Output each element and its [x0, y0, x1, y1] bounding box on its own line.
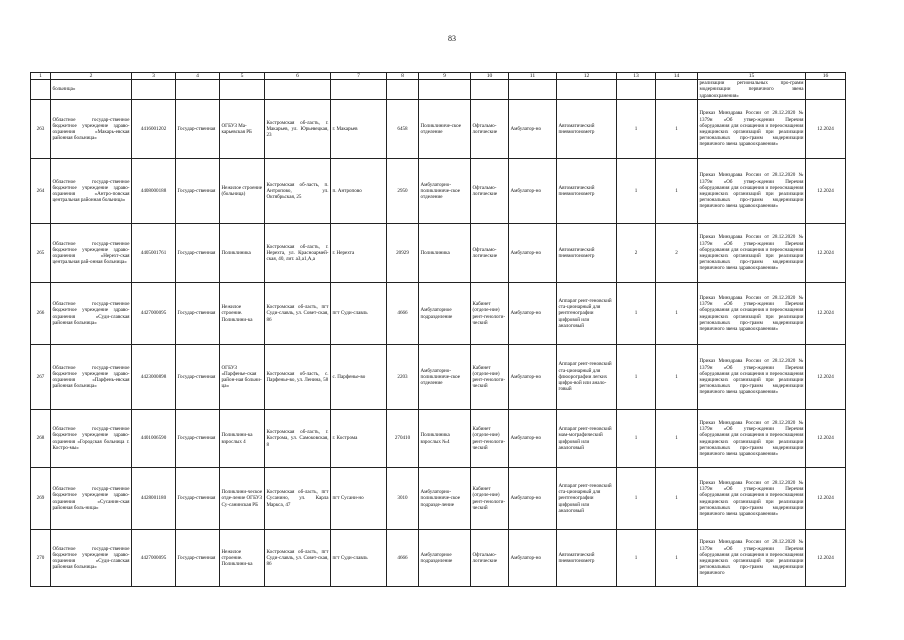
date-cell: 12.2024 [806, 283, 846, 345]
table-row [31, 283, 846, 345]
inn-cell: 4408000188 [132, 159, 176, 224]
address-cell: Костромская об-ласть, г. Нерехта, ул. Красноармей-ская, 40, лит. аЗ,а1,А,а [265, 224, 331, 283]
equipment-cell: Аппарат рент-геновский ста-ционарный для флюорографии легких цифро-вой или анало-говый [557, 345, 617, 410]
cabinet-cell: Кабинет (отделе-ние) рент-генологи-ческий [471, 468, 509, 530]
column-number: 16 [806, 73, 846, 80]
equipment-cell: Аппарат рент-геновский ста-ционарный для рентгенографии цифровой или аналоговый [557, 283, 617, 345]
address-cell: Костромская об-ласть, с. Парфенье-во, ул. Ленина, 58 [265, 345, 331, 410]
unit-cell: Поликлини-ка взрослых 4 [220, 410, 265, 468]
form-cell: Государ-ственная [176, 410, 220, 468]
equipment-table [30, 72, 846, 587]
locality-cell: с. Парфенье-во [331, 345, 387, 410]
q1-cell: 1 [617, 410, 656, 468]
org-cell: Областное государ-ственное бюджетное учреждение здраво-охранения «Макарь-евская районная больница» [51, 100, 132, 159]
equipment-cell: Автоматический пневмотонометр [557, 100, 617, 159]
dept-cell: Поликлиника взрослых №4 [419, 410, 471, 468]
care-cell: Амбулатор-но [509, 100, 557, 159]
table-row [31, 410, 846, 468]
n-cell: 266 [31, 283, 51, 345]
care-cell: Амбулатор-но [509, 224, 557, 283]
basis-cell: реализации региональных про-грамм модернизации первичного звена здравоохранения» [699, 80, 804, 99]
org-cell: Областное государ-ственное бюджетное учреждение здраво-охранения «Парфень-евская районная больница» [51, 345, 132, 410]
empty-cell [656, 80, 698, 100]
date-cell: 12.2024 [806, 468, 846, 530]
q1-cell: 1 [617, 530, 656, 587]
locality-cell: пгт Суди-славль [331, 283, 387, 345]
address-cell: Костромская об-ласть, п. Антропово, ул. Октябрьская, 25 [265, 159, 331, 224]
cabinet-cell: Офтальмо-логические [471, 100, 509, 159]
cabinet-cell: Офтальмо-логические [471, 224, 509, 283]
org-cell: Областное государ-ственное бюджетное учреждение здраво-охранения «Суди-славская районная больница» [51, 283, 132, 345]
q2-cell: 2 [656, 224, 698, 283]
q2-cell: 1 [656, 345, 698, 410]
pop-cell: 270410 [387, 410, 419, 468]
unit-cell: ОГБУЗ Ма-карьевская РБ [220, 100, 265, 159]
q2-cell: 1 [656, 159, 698, 224]
form-cell: Государ-ственная [176, 345, 220, 410]
locality-cell: пгт Суди-славль [331, 530, 387, 587]
unit-cell: Поликлиника [220, 224, 265, 283]
n-cell: 264 [31, 159, 51, 224]
dept-cell: Поликлиника [419, 224, 471, 283]
equipment-cell: Автоматический пневмотонометр [557, 159, 617, 224]
form-cell: Государ-ственная [176, 468, 220, 530]
equipment-cell: Аппарат рент-геновский мам-мографический цифровой или аналоговый [557, 410, 617, 468]
pop-cell: 4666 [387, 283, 419, 345]
table-row [31, 468, 846, 530]
q1-cell: 1 [617, 345, 656, 410]
empty-cell [132, 80, 176, 100]
empty-cell [387, 80, 419, 100]
form-cell: Государ-ственная [176, 159, 220, 224]
org-cell: Областное государ-ственное бюджетное учреждение здраво-охранения «Антро-повская центральная районная больница» [51, 159, 132, 224]
basis-cell: Приказ Минздрава России от 28.12.2020 № 1379н «Об утвер-ждении Перечня оборудования для оснащения и переоснащения медицинских организаций при реализации региональных про-грамм модернизации первичного звена здравоохранения» [698, 159, 806, 224]
org-cell: Областное государ-ственное бюджетное учреждение здраво-охранения «Городская больница г. Костро-мы» [51, 410, 132, 468]
form-cell: Государ-ственная [176, 100, 220, 159]
inn-cell: 4427000095 [132, 283, 176, 345]
form-cell: Государ-ственная [176, 224, 220, 283]
pop-cell: 20929 [387, 224, 419, 283]
org-cell: больница» [51, 80, 132, 100]
address-cell: Костромская об-ласть, г. Макарьев, ул. Юрьевецкая, 23 [265, 100, 331, 159]
unit-cell: Поликлини-ческое отде-ление ОГБУЗ Су-санинская РБ [220, 468, 265, 530]
inn-cell: 4423000898 [132, 345, 176, 410]
date-cell: 12.2024 [806, 530, 846, 587]
inn-cell: 4405001761 [132, 224, 176, 283]
q2-cell: 1 [656, 410, 698, 468]
address-cell: Костромская об-ласть, пгт Суди-славль, ул. Совет-ская, 86 [265, 530, 331, 587]
locality-cell: пгт Сусани-но [331, 468, 387, 530]
table-row [31, 345, 846, 410]
date-cell: 12.2024 [806, 159, 846, 224]
column-number: 12 [557, 73, 617, 80]
table-row [31, 159, 846, 224]
column-number: 8 [387, 73, 419, 80]
column-number: 4 [176, 73, 220, 80]
care-cell: Амбулатор-но [509, 410, 557, 468]
cabinet-cell: Офтальмо-логические [471, 530, 509, 587]
locality-cell: г. Нерехта [331, 224, 387, 283]
unit-cell: Нежилое строение (больница) [220, 159, 265, 224]
care-cell: Амбулатор-но [509, 468, 557, 530]
basis-cell: Приказ Минздрава России от 28.12.2020 № 1379н «Об утвер-ждении Перечня оборудования для оснащения и переоснащения медицинских организаций при реализации региональных про-грамм модернизации первичного звена здравоохранения» [698, 468, 806, 530]
date-cell: 12.2024 [806, 224, 846, 283]
q2-cell: 1 [656, 100, 698, 159]
column-number: 2 [51, 73, 132, 80]
dept-cell: Амбулаторно-поликлиниче-ское отделение [419, 345, 471, 410]
q1-cell: 1 [617, 159, 656, 224]
locality-cell: п. Антропово [331, 159, 387, 224]
date-cell: 12.2024 [806, 410, 846, 468]
form-cell: Государ-ственная [176, 530, 220, 587]
inn-cell: 4427000095 [132, 530, 176, 587]
pop-cell: 4666 [387, 530, 419, 587]
pop-cell: 2203 [387, 345, 419, 410]
n-cell: 270 [31, 530, 51, 587]
q1-cell: 1 [617, 100, 656, 159]
care-cell: Амбулатор-но [509, 283, 557, 345]
inn-cell: 4416001202 [132, 100, 176, 159]
cabinet-cell: Кабинет (отделе-ние) рент-генологи-ческий [471, 283, 509, 345]
empty-cell [419, 80, 471, 100]
column-number: 5 [220, 73, 265, 80]
table-row [31, 530, 846, 587]
n-cell: 267 [31, 345, 51, 410]
cabinet-cell: Кабинет (отделе-ние) рент-генологи-ческий [471, 345, 509, 410]
table-row [31, 224, 846, 283]
n-cell: 265 [31, 224, 51, 283]
date-cell: 12.2024 [806, 100, 846, 159]
empty-cell [806, 80, 846, 100]
column-number: 6 [265, 73, 331, 80]
form-cell: Государ-ственная [176, 283, 220, 345]
column-number: 10 [471, 73, 509, 80]
care-cell: Амбулатор-но [509, 530, 557, 587]
equipment-cell: Автоматический пневмотонометр [557, 224, 617, 283]
basis-cell: Приказ Минздрава России от 28.12.2020 № 1379н «Об утвер-ждении Перечня оборудования для оснащения и переоснащения медицинских организаций при реализации региональных про-грамм модернизации первичного звена здравоохранения» [698, 224, 806, 283]
inn-cell: 4428001180 [132, 468, 176, 530]
column-number: 3 [132, 73, 176, 80]
empty-cell [557, 80, 617, 100]
empty-cell [265, 80, 331, 100]
org-cell: Областное государ-ственное бюджетное учреждение здраво-охранения «Суди-славская районная больница» [51, 530, 132, 587]
equipment-cell: Автоматический пневмотонометр [557, 530, 617, 587]
date-cell: 12.2024 [806, 345, 846, 410]
address-cell: Костромская об-ласть, г. Кострома, ул. Самоковская, 8 [265, 410, 331, 468]
basis-cell: Приказ Минздрава России от 28.12.2020 № 1379н «Об утвер-ждении Перечня оборудования для оснащения и переоснащения медицинских организаций при реализации региональных про-грамм модернизации первичного [698, 530, 806, 587]
dept-cell: Поликлиниче-ское отделение [419, 100, 471, 159]
address-cell: Костромская об-ласть, пгт Сусанино, ул. Карла Маркса, 47 [265, 468, 331, 530]
q2-cell: 1 [656, 283, 698, 345]
locality-cell: г. Макарьев [331, 100, 387, 159]
table-body [31, 73, 846, 587]
unit-cell: ОГБУЗ «Парфенье-ская район-ная больни-ца» [220, 345, 265, 410]
table-row [31, 100, 846, 159]
column-number: 1 [31, 73, 51, 80]
page-number: 83 [448, 34, 456, 43]
address-cell: Костромская об-ласть, пгт Суди-славль, ул. Совет-ская, 86 [265, 283, 331, 345]
empty-cell [220, 80, 265, 100]
cabinet-cell: Офтальмо-логические [471, 159, 509, 224]
basis-cell: Приказ Минздрава России от 28.12.2020 № 1379н «Об утвер-ждении Перечня оборудования для оснащения и переоснащения медицинских организаций при реализации региональных про-грамм модернизации первичного звена здравоохранения» [698, 410, 806, 468]
cabinet-cell: Кабинет (отделе-ние) рент-генологи-ческий [471, 410, 509, 468]
q2-cell: 1 [656, 530, 698, 587]
q1-cell: 1 [617, 283, 656, 345]
column-number: 9 [419, 73, 471, 80]
unit-cell: Нежилое строение. Поликлини-ка [220, 530, 265, 587]
column-number: 13 [617, 73, 656, 80]
basis-cell: Приказ Минздрава России от 28.12.2020 № 1379н «Об утвер-ждении Перечня оборудования для оснащения и переоснащения медицинских организаций при реализации региональных про-грамм модернизации первичного звена здравоохранения» [698, 345, 806, 410]
header-row [31, 73, 846, 80]
column-number: 7 [331, 73, 387, 80]
inn-cell: 4401006590 [132, 410, 176, 468]
empty-cell [617, 80, 656, 100]
q1-cell: 1 [617, 468, 656, 530]
empty-cell [176, 80, 220, 100]
q1-cell: 2 [617, 224, 656, 283]
column-number: 11 [509, 73, 557, 80]
empty-cell [31, 80, 51, 100]
equipment-cell: Аппарат рент-геновский ста-ционарный для рентгенографии цифровой или аналоговый [557, 468, 617, 530]
care-cell: Амбулатор-но [509, 159, 557, 224]
empty-cell [471, 80, 509, 100]
dept-cell: Амбулаторное подразделение [419, 530, 471, 587]
n-cell: 269 [31, 468, 51, 530]
column-number: 14 [656, 73, 698, 80]
empty-cell [331, 80, 387, 100]
dept-cell: Амбулаторное подразделение [419, 283, 471, 345]
n-cell: 268 [31, 410, 51, 468]
basis-cell: Приказ Минздрава России от 28.12.2020 № 1379н «Об утвер-ждении Перечня оборудования для оснащения и переоснащения медицинских организаций при реализации региональных про-грамм модернизации первичного звена здравоохранения» [698, 283, 806, 345]
care-cell: Амбулатор-но [509, 345, 557, 410]
column-number: 15 [698, 73, 806, 80]
dept-cell: Амбулаторно-поликлиниче-ское подразде-ление [419, 468, 471, 530]
org-cell: Областное государ-ственное бюджетное учреждение здраво-охранения «Сусанин-ская районная боль-ница» [51, 468, 132, 530]
empty-cell [509, 80, 557, 100]
org-cell: Областное государ-ственное бюджетное учреждение здраво-охранения «Нерехт-ская центральная рай-онная больница» [51, 224, 132, 283]
pop-cell: 2950 [387, 159, 419, 224]
n-cell: 263 [31, 100, 51, 159]
q2-cell: 1 [656, 468, 698, 530]
dept-cell: Амбулаторно-поликлиниче-ское отделение [419, 159, 471, 224]
continuation-row [31, 80, 846, 100]
pop-cell: 3010 [387, 468, 419, 530]
unit-cell: Нежилое строение. Поликлини-ка [220, 283, 265, 345]
pop-cell: 6458 [387, 100, 419, 159]
locality-cell: г. Кострома [331, 410, 387, 468]
basis-cell: Приказ Минздрава России от 28.12.2020 № 1379н «Об утвер-ждении Перечня оборудования для оснащения и переоснащения медицинских организаций при реализации региональных про-грамм модернизации первичного звена здравоохранения» [698, 100, 806, 159]
